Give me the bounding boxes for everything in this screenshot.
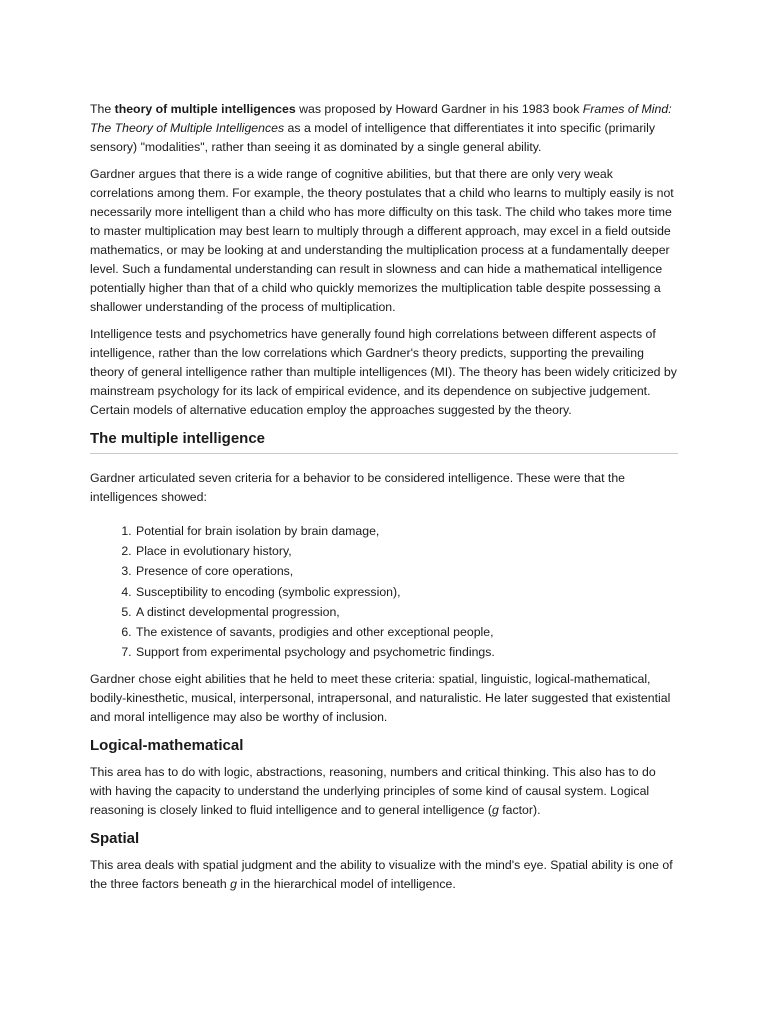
section-heading-multiple-intelligence: The multiple intelligence [90, 428, 678, 454]
list-item: 6. The existence of savants, prodigies and other exceptional people, [135, 622, 678, 642]
intro-p1-tail: as a model of intelligence that differentiates it into specific (primarily sensory) "modalities", rather than seeing it as dominated by a single general ability. [90, 121, 656, 154]
section-heading-spatial: Spatial [90, 830, 140, 848]
intro-paragraph-1 [90, 100, 678, 157]
logical-tail: factor). [498, 803, 541, 818]
g-italic: g [230, 877, 237, 892]
spatial-paragraph [90, 856, 678, 894]
criteria-intro-paragraph: Gardner articulated seven criteria for a behavior to be considered intelligence. These were that the intelligences showed: [90, 471, 625, 504]
intro-paragraph-3: Intelligence tests and psychometrics have generally found high correlations between different aspects of intelligence, rather than the low correlations which Gardner's theory predicts, supporting the prevailing theory of general intelligence rather than multiple intelligences (MI). The theory has been widely criticized by mainstream psychology for its lack of empirical evidence, and its dependence on subjective judgement. Certain models of alternative education employ the approaches suggested by the theory. [90, 327, 677, 417]
logical-lead: This area has to do with logic, abstractions, reasoning, numbers and critical thinking. This also has to do with having the capacity to understand the underlying principles of some kind of causal system. Logical reasoning is closely linked to fluid intelligence and to general intelligence ( [90, 765, 656, 818]
book-title: Frames of Mind: The Theory of Multiple Intelligences [90, 102, 672, 135]
g-factor-italic: g [491, 803, 499, 818]
list-item: 3. Presence of core operations, [135, 561, 678, 581]
spatial-lead: This area deals with spatial judgment and the ability to visualize with the mind's eye. Spatial ability is one of the three factors beneath [90, 858, 673, 892]
section-heading-logical-mathematical: Logical-mathematical [90, 737, 244, 755]
spatial-tail: in the hierarchical model of intelligence. [237, 877, 456, 892]
list-item: 7. Support from experimental psychology and psychometric findings. [135, 642, 678, 662]
list-item: 4. Susceptibility to encoding (symbolic expression), [135, 582, 678, 602]
abilities-paragraph: Gardner chose eight abilities that he held to meet these criteria: spatial, linguistic, logical-mathematical, bodily-kinesthetic, musical, interpersonal, intrapersonal, and naturalistic. He later suggested that existential and moral intelligence may also be worthy of inclusion. [90, 672, 671, 725]
intro-paragraph-2: Gardner argues that there is a wide range of cognitive abilities, but that there are only very weak correlations among them. For example, the theory postulates that a child who learns to multiply easily is not necessarily more intelligent than a child who has more difficulty on this task. The child who takes more time to master multiplication may best learn to multiply through a different approach, may excel in a field outside mathematics, or may be looking at and understanding the multiplication process at a fundamentally deeper level. Such a fundamental understanding can result in slowness and can hide a mathematical intelligence potentially higher than that of a child who quickly memorizes the multiplication table despite possessing a shallower understanding of the process of multiplication. [90, 167, 674, 314]
logical-paragraph [90, 763, 678, 820]
list-item: 2. Place in evolutionary history, [135, 541, 678, 561]
intro-p1-lead: The [90, 102, 115, 116]
theory-term: theory of multiple intelligences [114, 102, 296, 116]
criteria-list [90, 521, 678, 662]
list-item: 5. A distinct developmental progression, [135, 602, 678, 622]
intro-p1-mid: was proposed by Howard Gardner in his 1983 book [295, 102, 583, 116]
list-item: 1. Potential for brain isolation by brain damage, [135, 521, 678, 541]
